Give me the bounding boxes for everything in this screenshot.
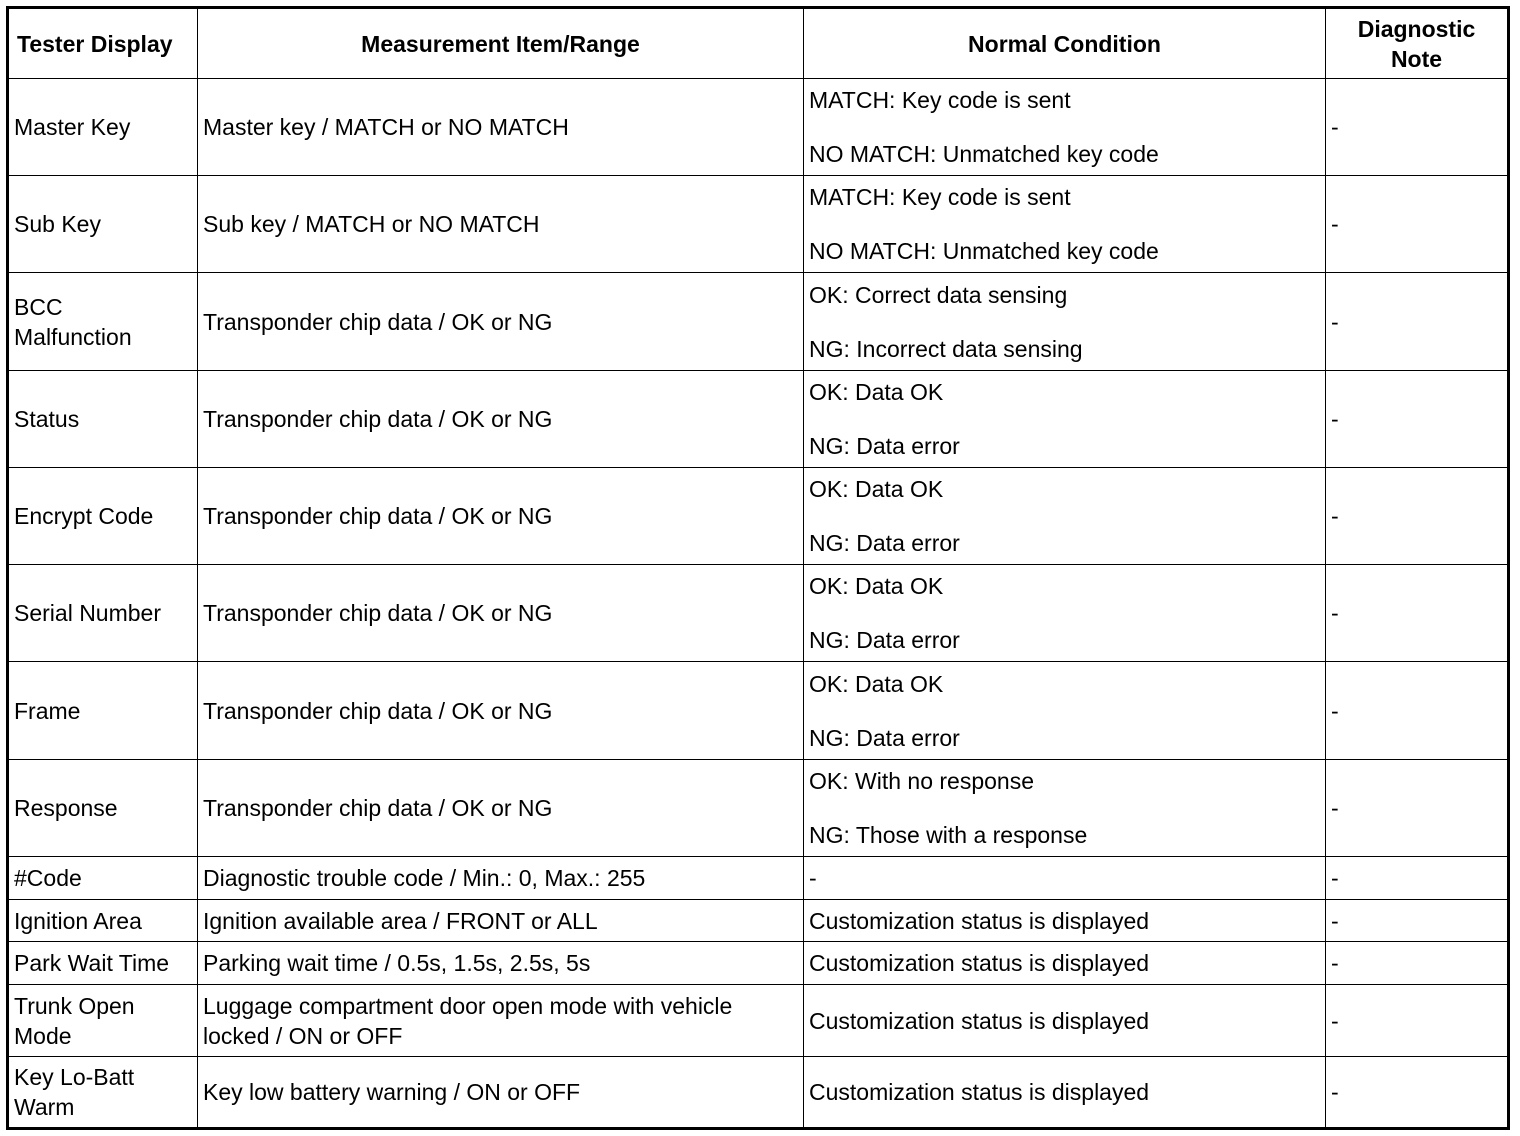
tester-display-cell: Encrypt Code [8,468,198,565]
table-row [8,273,1509,371]
normal-condition-cell: OK: Data OK NG: Data error [804,565,1326,662]
diagnostic-note-cell: - [1326,942,1509,985]
measurement-cell: Master key / MATCH or NO MATCH [198,79,804,176]
diagnostic-note-cell: - [1326,371,1509,468]
measurement-cell: Key low battery warning / ON or OFF [198,1057,804,1129]
tester-display-cell: Trunk Open Mode [8,985,198,1057]
tester-display-cell: Serial Number [8,565,198,662]
diagnostic-note-cell: - [1326,176,1509,273]
table-row [8,662,1509,760]
table-row [8,942,1509,985]
measurement-cell: Transponder chip data / OK or NG [198,760,804,857]
table-row [8,985,1509,1057]
header-row [8,8,1509,79]
normal-condition-cell: MATCH: Key code is sent NO MATCH: Unmatched key code [804,79,1326,176]
normal-condition-cell: MATCH: Key code is sent NO MATCH: Unmatched key code [804,176,1326,273]
tester-display-cell: #Code [8,857,198,900]
table-row [8,857,1509,900]
header-tester-display: Tester Display [8,8,198,79]
measurement-cell: Parking wait time / 0.5s, 1.5s, 2.5s, 5s [198,942,804,985]
diagnostic-note-cell: - [1326,468,1509,565]
normal-condition-cell: Customization status is displayed [804,900,1326,942]
tester-display-cell: Key Lo-Batt Warm [8,1057,198,1129]
table-row [8,900,1509,942]
normal-condition-cell: OK: Correct data sensing NG: Incorrect data sensing [804,273,1326,371]
measurement-cell: Ignition available area / FRONT or ALL [198,900,804,942]
measurement-cell: Transponder chip data / OK or NG [198,273,804,371]
diagnostic-note-cell: - [1326,273,1509,371]
table-row [8,760,1509,857]
tester-display-cell: BCC Malfunction [8,273,198,371]
tester-display-cell: Master Key [8,79,198,176]
normal-condition-cell: OK: Data OK NG: Data error [804,468,1326,565]
tester-display-cell: Sub Key [8,176,198,273]
table-row [8,565,1509,662]
tester-data-table [6,6,1510,1130]
normal-condition-cell: OK: With no response NG: Those with a response [804,760,1326,857]
diagnostic-note-cell: - [1326,79,1509,176]
normal-condition-cell: Customization status is displayed [804,942,1326,985]
diagnostic-note-cell: - [1326,760,1509,857]
measurement-cell: Transponder chip data / OK or NG [198,565,804,662]
tester-display-cell: Park Wait Time [8,942,198,985]
normal-condition-cell: - [804,857,1326,900]
table-row [8,468,1509,565]
measurement-cell: Transponder chip data / OK or NG [198,662,804,760]
measurement-cell: Transponder chip data / OK or NG [198,371,804,468]
diagnostic-note-cell: - [1326,565,1509,662]
normal-condition-cell: OK: Data OK NG: Data error [804,371,1326,468]
normal-condition-cell: OK: Data OK NG: Data error [804,662,1326,760]
header-diagnostic-note: Diagnostic Note [1326,8,1509,79]
table-row [8,79,1509,176]
measurement-cell: Transponder chip data / OK or NG [198,468,804,565]
measurement-cell: Luggage compartment door open mode with vehicle locked / ON or OFF [198,985,804,1057]
tester-display-cell: Status [8,371,198,468]
header-measurement: Measurement Item/Range [198,8,804,79]
table-row [8,176,1509,273]
table-row [8,371,1509,468]
diagnostic-note-cell: - [1326,1057,1509,1129]
diagnostic-note-cell: - [1326,900,1509,942]
normal-condition-cell: Customization status is displayed [804,985,1326,1057]
tester-display-cell: Frame [8,662,198,760]
table-row [8,1057,1509,1129]
tester-display-cell: Response [8,760,198,857]
normal-condition-cell: Customization status is displayed [804,1057,1326,1129]
tester-display-cell: Ignition Area [8,900,198,942]
diagnostic-note-cell: - [1326,985,1509,1057]
measurement-cell: Sub key / MATCH or NO MATCH [198,176,804,273]
header-normal-condition: Normal Condition [804,8,1326,79]
table-body [8,79,1509,1129]
diagnostic-note-cell: - [1326,662,1509,760]
measurement-cell: Diagnostic trouble code / Min.: 0, Max.: 255 [198,857,804,900]
diagnostic-note-cell: - [1326,857,1509,900]
